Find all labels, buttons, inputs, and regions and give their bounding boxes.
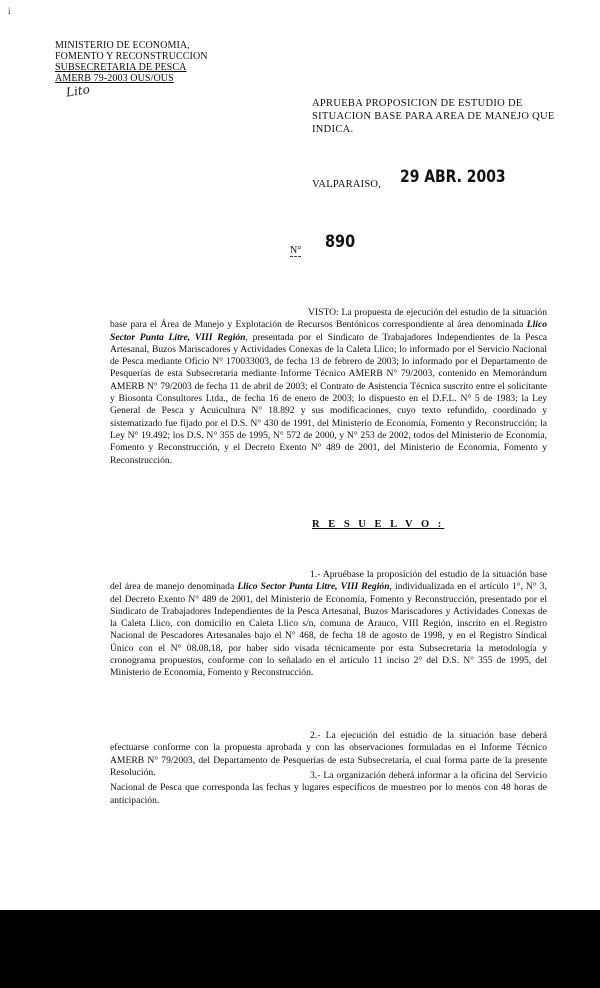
letterhead-subsecretaria: SUBSECRETARIA DE PESCA [55,62,187,73]
visto-text-1: VISTO: La propuesta de ejecución del estudio de la situación base para el Área de Manejo y Explotación de Recursos Bentónicos correspondiente al área denominada [110,307,547,331]
visto-area-name: Llico Sector Punta Litre, VIII Región [110,319,547,343]
article-1-paragraph [110,569,547,680]
resolution-number [290,232,356,258]
resolution-subject: APRUEBA PROPOSICION DE ESTUDIO DE SITUACION BASE PARA AREA DE MANEJO QUE INDICA. [312,98,555,135]
letterhead-ministry: MINISTERIO DE ECONOMIA, [55,40,190,51]
article-1-text-1: 1.- Apruébase la proposición del estudio de la situación base del área de manejo denominada [110,569,547,593]
scan-corner-mark: i [8,6,11,16]
article-1-text-2: , individualizada en el artículo 1°, N° 3, del Decreto Exento N° 489 de 2001, del Ministerio de Economía, Fomento y Reconstrucción, presentado por el Sindicato de Trabajadores Independientes de la Pesca Artesanal, Buzos Mariscadores y Actividades Conexas de la Caleta Llico, con domicilio en Caleta Llico s/n, comuna de Arauco, VIII Región, inscrito en el Registro Nacional de Pescadores Artesanales bajo el N° 468, de fecha 18 de agosto de 1998, y en el Registro Sindical Único con el N° 08.08.18, por haber sido visada técnicamente por esta Subsecretaría la metodología y cronograma propuestos, conforme con lo señalado en el artículo 11 inciso 2° del D.S. N° 355 de 1995, del Ministerio de Economía, Fomento y Reconstrucción. [110,581,547,679]
article-2-paragraph: 2.- La ejecución del estudio de la situación base deberá efectuarse conforme con la propuesta aprobada y con las observaciones formuladas en el Informe Técnico AMERB N° 79/2003, del Departamento de Pesquerías de esta Subsecretaría, el cual forma parte de la presente Resolución. [110,730,547,778]
visto-paragraph [110,307,547,467]
article-3-paragraph: 3.- La organización deberá informar a la oficina del Servicio Nacional de Pesca que corresponda las fechas y lugares específicos de muestreo por lo menos con 48 horas de anticipación. [110,770,547,806]
place-date [312,167,506,192]
date-stamp: 29 ABR. 2003 [400,167,506,187]
handwritten-initials: Lito [65,82,91,100]
place-label: VALPARAISO, [312,179,382,190]
number-value: 890 [325,232,356,252]
letterhead [55,40,208,84]
resuelvo-heading: R E S U E L V O : [312,519,445,530]
letterhead-reference: AMERB 79-2003 OUS/OUS [55,73,174,84]
letterhead-ministry-2: FOMENTO Y RECONSTRUCCION [55,51,208,62]
visto-text-2: , presentada por el Sindicato de Trabajadores Independientes de la Pesca Artesanal, Buzos Mariscadores y Actividades Conexas de la Caleta Llico; lo informado por el Servicio Nacional de Pesca mediante Oficio N° 170033003, de fecha 13 de febrero de 2003; lo informado por el Departamento de Pesquerías de esta Subsecretaría mediante Informe Técnico AMERB N° 79/2003, contenido en Memorándum AMERB N° 79/2003 de fecha 11 de abril de 2003; el Contrato de Asistencia Técnica suscrito entre el solicitante y Biosonta Consultores Ltda., de fecha 16 de enero de 2003; lo dispuesto en el D.F.L. N° 5 de 1983; la Ley General de Pesca y Acuicultura N° 18.892 y sus modificaciones, cuyo texto refundido, coordinado y sistematizado fue fijado por el D.S. N° 430 de 1991, del Ministerio de Economía, Fomento y Reconstrucción; la Ley N° 19.492; los D.S. N° 355 de 1995, N° 572 de 2000, y N° 253 de 2002, todos del Ministerio de Economía, Fomento y Reconstrucción, y el Decreto Exento N° 489 de 2001, del Ministerio de Economía, Fomento y Reconstrucción. [110,331,547,466]
article-1-area-name: Llico Sector Punta Litre, VIII Región [237,581,390,593]
number-prefix: N° [290,245,302,256]
